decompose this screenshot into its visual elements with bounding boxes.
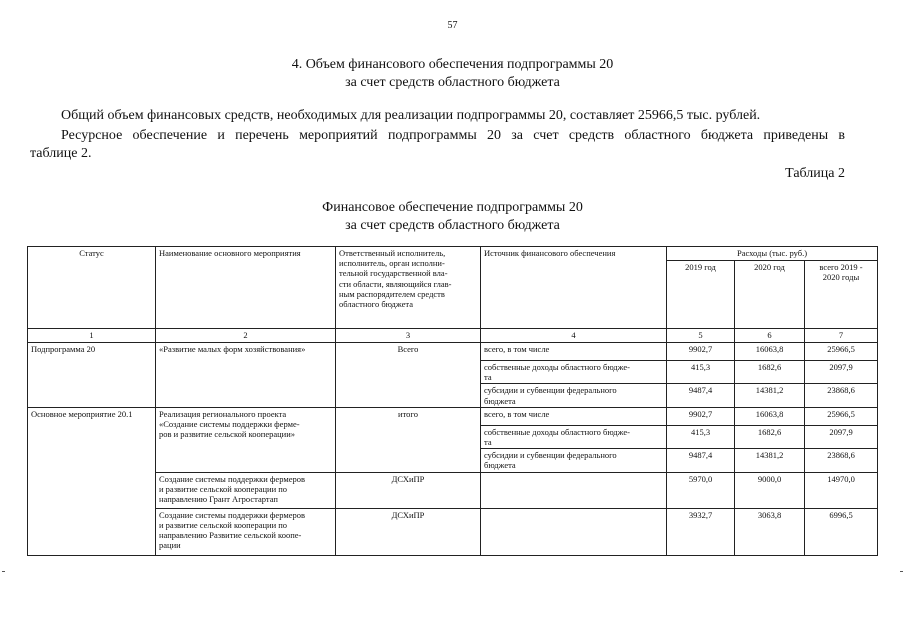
source-cell: всего, в том числе	[481, 407, 667, 425]
source-line: бюджета	[484, 395, 516, 406]
name-line: Создание системы поддержки фермеров	[159, 509, 305, 520]
status-cell: Основное мероприятие 20.1	[28, 407, 156, 555]
name-cell: «Развитие малых форм хозяйствования»	[156, 343, 336, 408]
header-row	[28, 247, 878, 261]
value-2019: 9487,4	[667, 384, 735, 407]
value-total: 25966,5	[805, 407, 878, 425]
table-row	[28, 343, 878, 361]
col-number: 4	[481, 329, 667, 343]
scan-mark	[2, 571, 5, 572]
header-expenses	[667, 247, 878, 261]
value-2020: 1682,6	[735, 361, 805, 384]
col-number: 6	[735, 329, 805, 343]
value-2020: 9000,0	[735, 472, 805, 508]
source-cell: всего, в том числе	[481, 343, 667, 361]
header-total-line: всего 2019 -	[819, 262, 863, 272]
source-cell	[481, 425, 667, 448]
col-number: 3	[336, 329, 481, 343]
name-line: рации	[159, 540, 181, 551]
source-line: собственные доходы областного бюдже-	[484, 426, 630, 437]
table-title-line-1: Финансовое обеспечение подпрограммы 20	[322, 200, 583, 215]
header-executor-line: ным распорядителем средств	[339, 288, 445, 299]
header-executor-line: сти области, являющийся глав-	[339, 278, 452, 289]
header-total	[805, 261, 878, 329]
header-executor-line: тельной государственной вла-	[339, 268, 448, 279]
paragraph-resource-line-2: таблице 2.	[30, 146, 92, 161]
value-2020: 16063,8	[735, 407, 805, 425]
header-status-text: Статус	[79, 248, 104, 258]
col-number: 1	[28, 329, 156, 343]
value-2020: 1682,6	[735, 425, 805, 448]
executor-cell: ДСХиПР	[336, 472, 481, 508]
name-line: Реализация регионального проекта	[159, 408, 287, 419]
value-2020: 16063,8	[735, 343, 805, 361]
header-2019	[667, 261, 735, 329]
name-cell	[156, 508, 336, 555]
header-executor-line: Ответственный исполнитель,	[339, 248, 446, 258]
table-row	[28, 508, 878, 555]
value-2019: 415,3	[667, 425, 735, 448]
source-line: субсидии и субвенции федерального	[484, 385, 617, 396]
name-line: «Создание системы поддержки ферме-	[159, 418, 300, 429]
executor-cell: итого	[336, 407, 481, 472]
col-number: 7	[805, 329, 878, 343]
header-name-text: Наименование основного мероприятия	[159, 248, 301, 258]
value-2019: 415,3	[667, 361, 735, 384]
name-line: и развитие сельской кооперации по	[159, 519, 288, 530]
name-line: направлению Грант Агростартап	[159, 493, 278, 504]
header-2020	[735, 261, 805, 329]
value-2019: 9902,7	[667, 407, 735, 425]
value-total: 23868,6	[805, 384, 878, 407]
section-heading-line-1: 4. Объем финансового обеспечения подпрограммы 20	[291, 57, 614, 72]
table-title-line-2: за счет средств областного бюджета	[345, 218, 560, 233]
name-line: ров и развитие сельской кооперации»	[159, 429, 296, 440]
value-total: 14970,0	[805, 472, 878, 508]
header-executor-line: исполнитель, орган исполни-	[339, 258, 445, 269]
source-cell	[481, 384, 667, 407]
value-2020: 14381,2	[735, 449, 805, 472]
header-2019-text: 2019 год	[685, 262, 716, 272]
value-2019: 5970,0	[667, 472, 735, 508]
table-row	[28, 472, 878, 508]
name-line: направлению Развитие сельской коопе-	[159, 529, 302, 540]
source-line: собственные доходы областного бюдже-	[484, 362, 630, 372]
financial-table	[27, 246, 878, 556]
value-2020: 14381,2	[735, 384, 805, 407]
scan-mark	[900, 571, 903, 572]
source-line: та	[484, 436, 492, 447]
source-line: бюджета	[484, 460, 516, 471]
value-2020: 3063,8	[735, 508, 805, 555]
value-total: 25966,5	[805, 343, 878, 361]
source-cell	[481, 508, 667, 555]
header-total-line: 2020 годы	[822, 272, 860, 283]
value-2019: 9487,4	[667, 449, 735, 472]
source-line: та	[484, 372, 492, 383]
value-2019: 9902,7	[667, 343, 735, 361]
header-executor-line: областного бюджета	[339, 298, 414, 309]
header-2020-text: 2020 год	[754, 262, 785, 272]
value-total: 2097,9	[805, 425, 878, 448]
value-total: 23868,6	[805, 449, 878, 472]
table-label: Таблица 2	[785, 166, 845, 181]
section-heading-line-2: за счет средств областного бюджета	[345, 75, 560, 90]
header-status	[28, 247, 156, 329]
source-cell	[481, 449, 667, 472]
table-row	[28, 407, 878, 425]
status-cell: Подпрограмма 20	[28, 343, 156, 408]
name-line: и развитие сельской кооперации по	[159, 483, 288, 494]
header-source-text: Источник финансового обеспечения	[484, 248, 616, 258]
name-line: Создание системы поддержки фермеров	[159, 473, 305, 484]
source-line: субсидии и субвенции федерального	[484, 450, 617, 461]
name-cell	[156, 407, 336, 472]
paragraph-total-volume: Общий объем финансовых средств, необходимых для реализации подпрограммы 20, составляет 25966,5 тыс. рублей.	[61, 108, 761, 123]
paragraph-resource-line-1: Ресурсное обеспечение и перечень мероприятий подпрограммы 20 за счет средств областного бюджета приведены в	[61, 128, 845, 143]
column-numbers-row	[28, 329, 878, 343]
header-source	[481, 247, 667, 329]
header-name	[156, 247, 336, 329]
source-cell	[481, 361, 667, 384]
col-number: 2	[156, 329, 336, 343]
executor-cell: ДСХиПР	[336, 508, 481, 555]
executor-cell: Всего	[336, 343, 481, 408]
name-cell	[156, 472, 336, 508]
value-total: 6996,5	[805, 508, 878, 555]
col-number: 5	[667, 329, 735, 343]
header-expenses-text: Расходы (тыс. руб.)	[736, 248, 808, 258]
source-cell	[481, 472, 667, 508]
header-executor	[336, 247, 481, 329]
page-number: 57	[447, 20, 458, 31]
value-2019: 3932,7	[667, 508, 735, 555]
value-total: 2097,9	[805, 361, 878, 384]
